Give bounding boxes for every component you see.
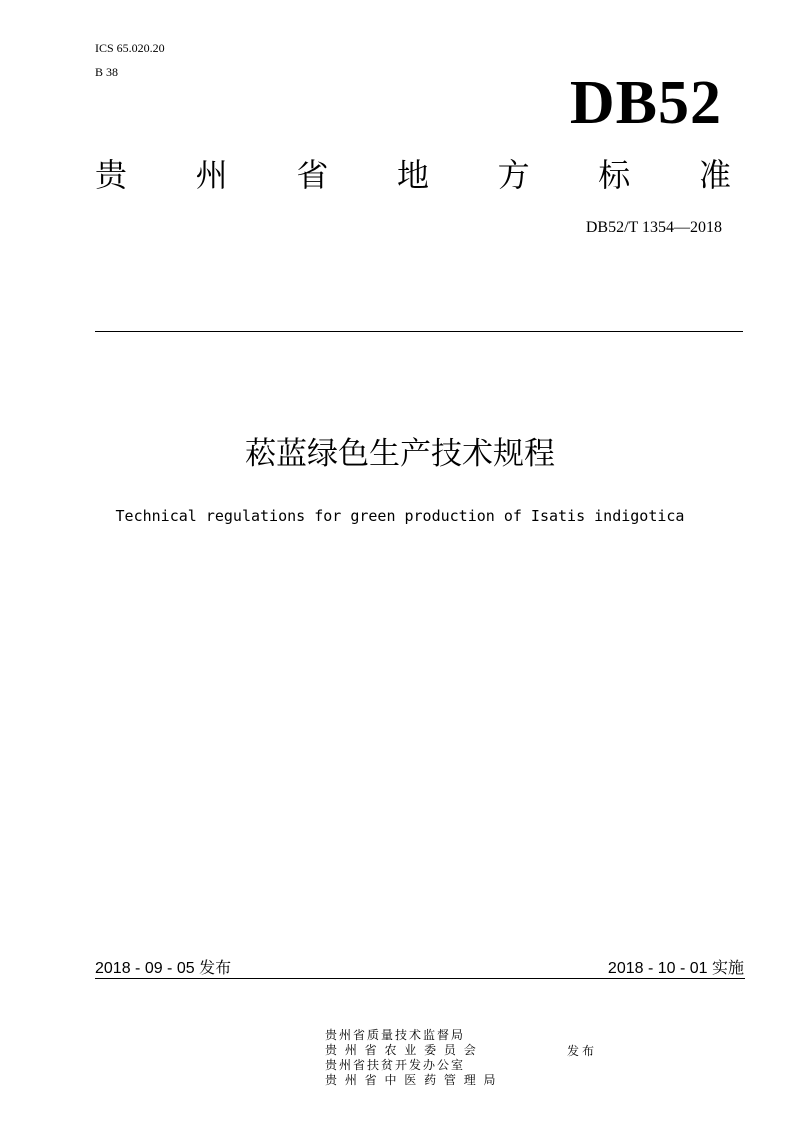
standard-type-char: 方 bbox=[497, 156, 530, 194]
standard-type-heading bbox=[95, 150, 731, 200]
standard-code-logo: DB52 bbox=[569, 69, 722, 137]
issuing-agency: 贵州省质量技术监督局 bbox=[325, 1028, 466, 1042]
standard-type-char: 准 bbox=[698, 156, 731, 194]
issue-label: 发布 bbox=[567, 1044, 598, 1058]
ccs-code: B 38 bbox=[95, 65, 119, 79]
standard-type-char: 地 bbox=[396, 156, 429, 194]
issuing-agency: 贵州省扶贫开发办公室 bbox=[325, 1058, 466, 1072]
standard-type-char: 州 bbox=[195, 156, 228, 194]
standard-number: DB52/T 1354—2018 bbox=[585, 219, 722, 236]
publish-date: 2018 - 09 - 05 发布 bbox=[95, 960, 232, 977]
document-title-chinese: 菘蓝绿色生产技术规程 bbox=[245, 436, 555, 472]
issuing-agency: 贵 州 省 农 业 委 员 会 bbox=[325, 1043, 478, 1057]
standard-type-char: 标 bbox=[598, 156, 631, 194]
ics-code: ICS 65.020.20 bbox=[95, 41, 165, 55]
issuing-agency: 贵 州 省 中 医 药 管 理 局 bbox=[325, 1073, 498, 1087]
issuing-agencies bbox=[325, 1028, 498, 1088]
implementation-date: 2018 - 10 - 01 实施 bbox=[607, 960, 744, 977]
standard-type-char: 省 bbox=[296, 156, 329, 194]
header-divider bbox=[95, 331, 743, 332]
standard-type-char: 贵 bbox=[95, 156, 128, 194]
document-title-english: Technical regulations for green production of Isatis indigotica bbox=[115, 507, 685, 525]
footer-divider bbox=[95, 978, 745, 979]
